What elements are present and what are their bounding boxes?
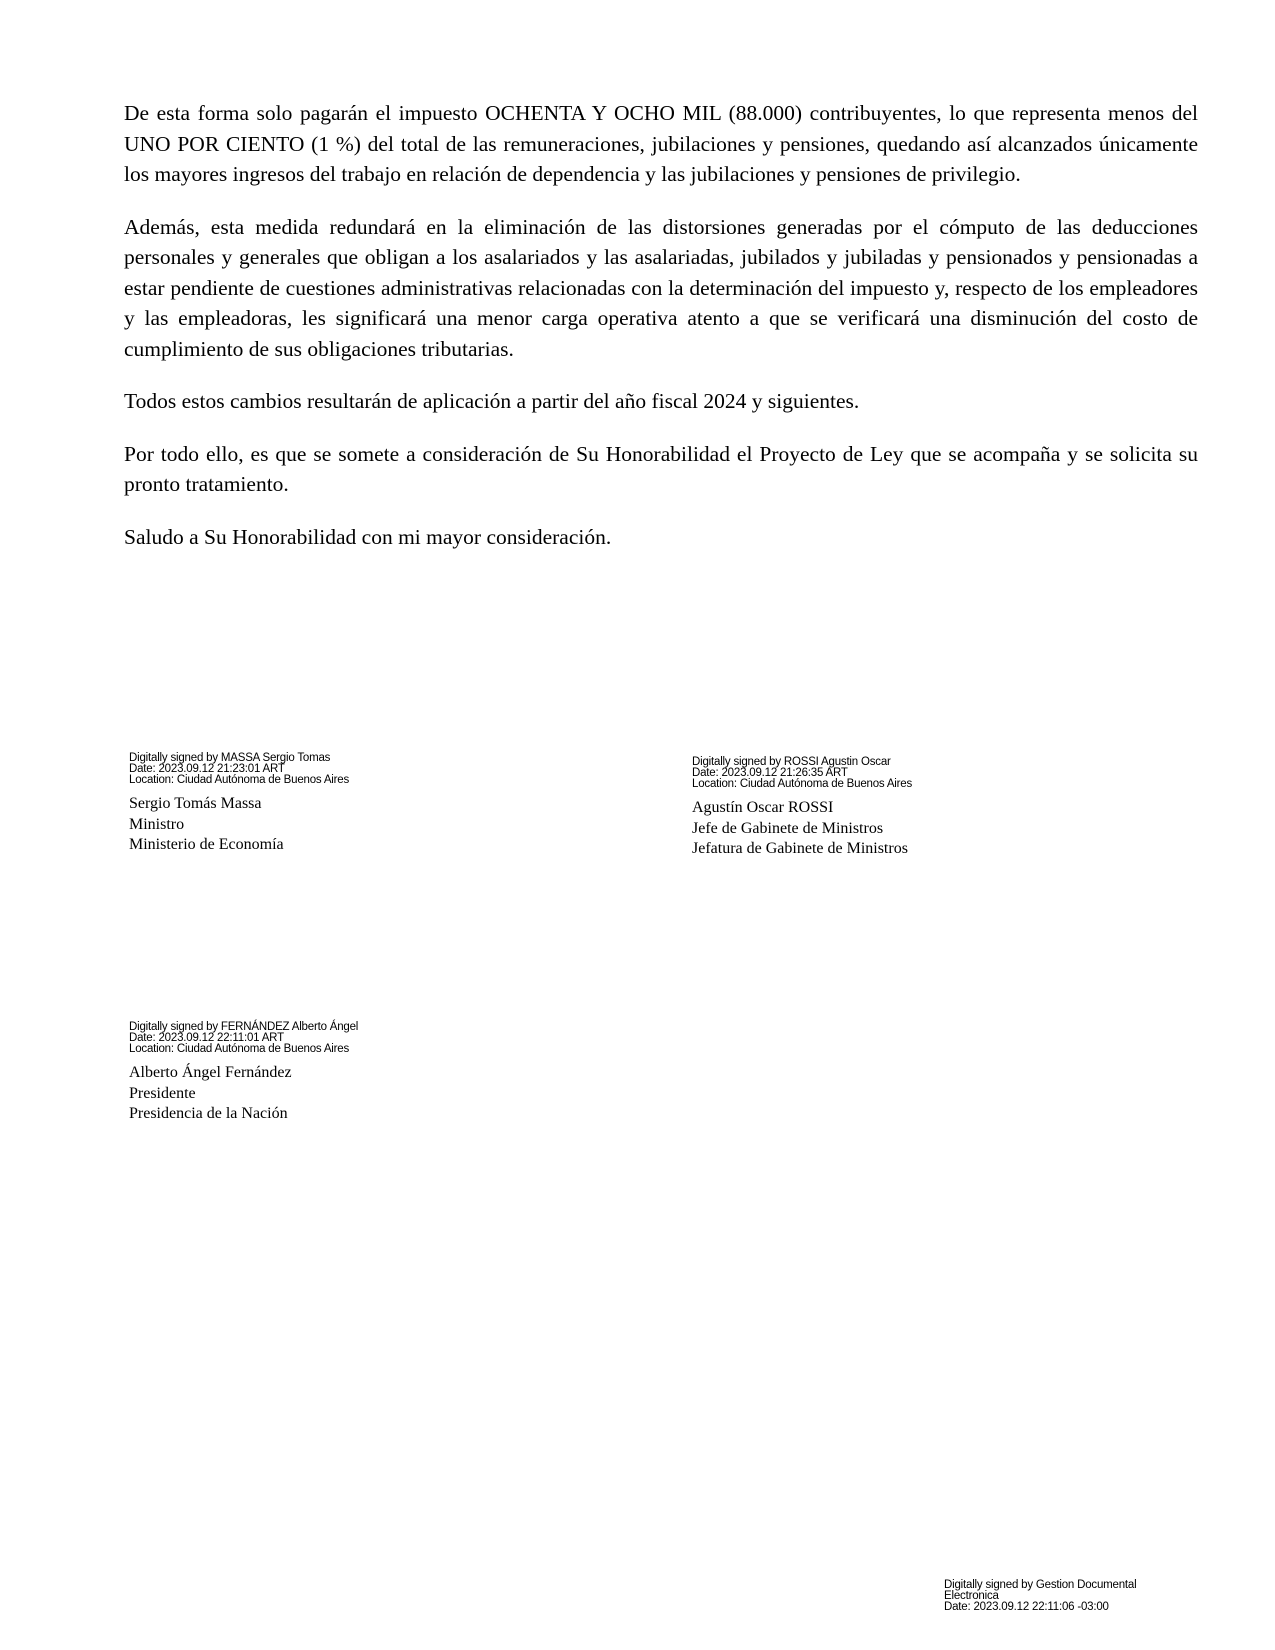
signer-details	[129, 1063, 358, 1125]
signer-office: Ministerio de Economía	[129, 836, 284, 853]
signature-block-gde	[944, 1580, 1184, 1613]
paragraph-contribuyentes: De esta forma solo pagarán el impuesto OCHENTA Y OCHO MIL (88.000) contribuyentes, lo que representa menos del UNO POR CIENTO (1 %) del total de las remuneraciones, jubilaciones y pensiones, quedando así alcanzados únicamente los mayores ingresos del trabajo en relación de dependencia y las jubilaciones y pensiones de privilegio.	[124, 101, 1198, 186]
signer-office: Jefatura de Gabinete de Ministros	[692, 840, 908, 857]
signed-by-text: Digitally signed by MASSA Sergio Tomas	[129, 752, 331, 764]
signature-block-rossi	[692, 757, 912, 860]
digital-signature-stamp	[129, 1022, 358, 1055]
signer-role: Jefe de Gabinete de Ministros	[692, 819, 884, 837]
signer-name: Sergio Tomás Massa	[129, 795, 262, 812]
signer-role: Presidente	[129, 1084, 196, 1102]
signature-date: Date: 2023.09.12 21:26:35 ART	[692, 767, 848, 779]
paragraph-distorsiones: Además, esta medida redundará en la eliminación de las distorsiones generadas por el cómputo de las deducciones personales y generales que obligan a los asalariados y las asalariadas, jubilados y jubiladas y pensionados y pensionadas a estar pendiente de cuestiones administrativas relacionadas con la determinación del impuesto y, respecto de los empleadores y las empleadoras, les significará una menor carga operativa atento a que se verificará una disminución del costo de cumplimiento de sus obligaciones tributarias.	[124, 214, 1198, 361]
signer-details	[692, 798, 912, 860]
signature-block-fernandez	[129, 1022, 358, 1125]
signature-location: Location: Ciudad Autónoma de Buenos Aires	[692, 778, 913, 790]
digital-signature-stamp	[692, 757, 912, 790]
signer-name: Agustín Oscar ROSSI	[692, 799, 834, 816]
signature-location: Location: Ciudad Autónoma de Buenos Aires	[129, 1043, 350, 1055]
signature-date: Date: 2023.09.12 22:11:06 -03:00	[944, 1601, 1109, 1613]
signed-by-text: Digitally signed by FERNÁNDEZ Alberto Ángel	[129, 1021, 359, 1033]
digital-signature-stamp	[129, 753, 349, 786]
signed-by-text: Digitally signed by Gestion Documental Electronica	[944, 1579, 1137, 1602]
digital-signature-stamp	[944, 1580, 1184, 1613]
paragraph-saludo: Saludo a Su Honorabilidad con mi mayor consideración.	[124, 524, 612, 549]
paragraph-consideracion: Por todo ello, es que se somete a consideración de Su Honorabilidad el Proyecto de Ley que se acompaña y se solicita su pronto tratamiento.	[124, 441, 1198, 496]
signer-role: Ministro	[129, 815, 185, 833]
signed-by-text: Digitally signed by ROSSI Agustin Oscar	[692, 756, 891, 768]
signature-date: Date: 2023.09.12 21:23:01 ART	[129, 763, 285, 775]
document-body	[124, 98, 1198, 574]
signer-details	[129, 794, 349, 856]
signature-block-massa	[129, 753, 349, 856]
signer-name: Alberto Ángel Fernández	[129, 1064, 292, 1081]
signature-date: Date: 2023.09.12 22:11:01 ART	[129, 1032, 284, 1044]
signer-office: Presidencia de la Nación	[129, 1105, 288, 1122]
paragraph-aplicacion: Todos estos cambios resultarán de aplicación a partir del año fiscal 2024 y siguientes.	[124, 389, 860, 413]
signature-location: Location: Ciudad Autónoma de Buenos Aires	[129, 774, 350, 786]
